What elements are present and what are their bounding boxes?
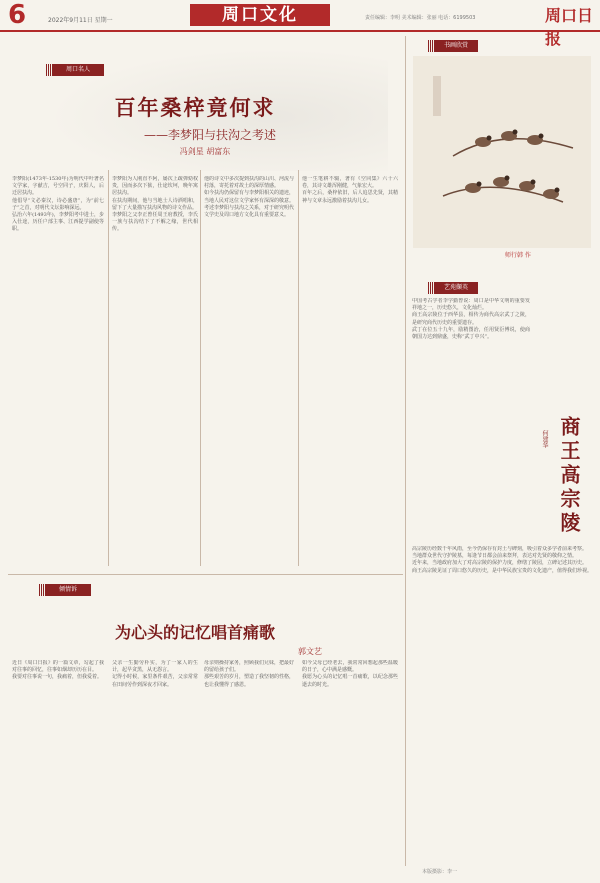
column-rule [108,170,109,566]
article1-column-3: 他的诗文中多次提到扶沟的山川、河流与村落，寄托着对故土的深厚情感。 如今扶沟仍保留有与李梦阳相关的遗迹，当地人民对这位文学家怀有深深的敬意。 考述李梦阳与扶沟之关系，对于研究明代文学史及周口地方文化具有重要意义。 [204,176,294,219]
issue-date: 2022年9月11日 星期一 [48,17,113,24]
article3-title: 商王高宗陵 [557,416,581,536]
artwork-tag: 书画欣赏 [434,40,478,52]
sparrows-painting [413,56,591,248]
article2-column-3: 母亲则操持家务，照顾我们兄妹，把最好的留给孩子们。 那些艰苦的岁月，塑造了我坚韧的性格，也让我懂得了感恩。 [204,660,294,688]
article2-byline: 郭文艺 [298,647,322,656]
section-title: 周口文化 [190,4,330,26]
editor-info: 责任编辑：李明 美术编辑：张丽 电话：6199503 [365,15,476,21]
newspaper-logo: 周口日报 [545,6,594,48]
artwork-caption: 师行韩 作 [505,252,531,259]
article1-tag: 周口名人 [52,64,104,76]
sparrows-painting-icon [413,56,591,248]
article1-subtitle: ——李梦阳与扶沟之考述 [143,128,276,142]
article2-column-2: 父亲一生勤劳朴实，为了一家人的生计，起早贪黑，从无怨言。 记得小时候，家里条件艰苦，父亲常常在田间劳作到深夜才回家。 [112,660,198,688]
page-number: 6 [8,0,27,30]
article2-column-4: 如今父母已经老去，我常常回想起那些温暖的日子，心中满是感慨。 我愿为心头的记忆唱一首痛歌，以纪念那些逝去的时光。 [302,660,398,688]
column-rule [298,170,299,566]
article2-tag: 倾情诉 [45,584,91,596]
article3-lead: 中国考古学者李学勤曾说：周口是中华文明的重要发祥地之一，历史悠久，文化灿烂。 商王高宗陵位于西华县，相传为商代高宗武丁之陵，是研究商代历史的重要遗存。 武丁在位五十九年，励精图治，任用贤臣傅说，使商朝国力达到鼎盛，史称“武丁中兴”。 [412,298,530,341]
article1-column-2: 李梦阳为人刚直不阿，屡次上疏弹劾权贵，因而多次下狱，仕途坎坷，晚年寓居扶沟。 在扶沟期间，他与当地士人诗酒唱和，留下了大量描写扶沟风物的诗文作品。 李梦阳之父李正曾任周王府教授，李氏一族与扶沟结下了不解之缘，世代相传。 [112,176,198,233]
article1-column-4: 他一生笔耕不辍，著有《空同集》六十六卷，其诗文雄浑刚健，气象宏大。 百年之后，桑梓依旧，后人追思先贤，其精神与文章永远激励着扶沟儿女。 [302,176,398,204]
article3-body: 高宗陵历经数千年风雨，至今仍保存有封土与碑刻，吸引着众多学者前来考察。 当地群众世代守护陵墓，每逢节日都会前来祭拜，表达对先贤的敬仰之情。 近年来，当地政府加大了对高宗陵的保护力度，修缮了陵园，立碑记述其历史。 商王高宗陵见证了周口悠久的历史，是中华民族宝贵的文化遗产，值得我们珍视。 [412,546,592,574]
article2-column-1: 近日《周口日报》的一篇文章，勾起了我对往事的回忆，往事如烟却历历在目。 我要对往事说一句，我痛着，但我爱着。 [12,660,104,681]
article1-byline: 冯剑星 胡富东 [179,147,231,156]
article2-title: 为心头的记忆唱首痛歌 [114,623,275,642]
article3-tag: 艺苑撷英 [434,282,478,294]
section-divider [8,574,403,575]
article1-title: 百年桑梓竟何求 [114,95,276,120]
page-column-divider [405,36,406,866]
article1-column-1: 李梦阳(1473年-1530年)为明代中叶著名文学家，字献吉，号空同子，庆阳人，后迁居扶沟。 他倡导“文必秦汉，诗必盛唐”，为“前七子”之首，对明代文坛影响深远。 弘治六年(1493年)，李梦阳考中进士，步入仕途，历任户部主事、江西提学副使等职。 [12,176,104,233]
article3-byline: 何建华 [541,430,548,448]
column-rule [200,170,201,566]
photo-credit: 本版摄影：李一 [422,869,458,875]
